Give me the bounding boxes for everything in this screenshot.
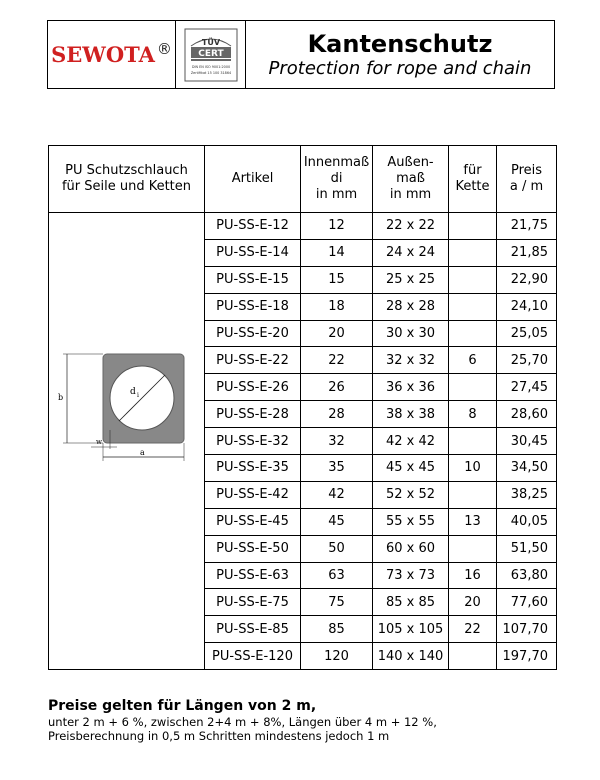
price-table <box>48 145 557 670</box>
cell-price: 107,70 <box>497 616 557 643</box>
cell-inner-size: 18 <box>301 293 373 320</box>
header-inner-size: Innenmaß di in mm <box>301 146 373 213</box>
svg-text:DIN EN ISO 9001:2000: DIN EN ISO 9001:2000 <box>191 64 230 69</box>
cell-article: PU-SS-E-28 <box>205 401 301 428</box>
cell-chain <box>449 293 497 320</box>
cell-chain: 10 <box>449 455 497 482</box>
page-title: Kantenschutz <box>307 29 493 58</box>
cell-outer-size: 45 x 45 <box>373 455 449 482</box>
cell-article: PU-SS-E-75 <box>205 589 301 616</box>
cell-outer-size: 73 x 73 <box>373 562 449 589</box>
dimension-w-label: w <box>95 438 102 447</box>
table-header-row <box>49 146 557 213</box>
cell-price: 24,10 <box>497 293 557 320</box>
cell-outer-size: 140 x 140 <box>373 643 449 670</box>
cert-cell <box>176 21 246 88</box>
cell-chain: 13 <box>449 508 497 535</box>
page-subtitle: Protection for rope and chain <box>268 57 532 79</box>
header-article: Artikel <box>205 146 301 213</box>
cell-price: 28,60 <box>497 401 557 428</box>
header-description: PU Schutzschlauch für Seile und Ketten <box>49 146 205 213</box>
profile-figure-cell <box>49 213 205 670</box>
cell-article: PU-SS-E-120 <box>205 643 301 670</box>
cell-article: PU-SS-E-85 <box>205 616 301 643</box>
cell-price: 25,70 <box>497 347 557 374</box>
cell-inner-size: 20 <box>301 320 373 347</box>
cell-inner-size: 42 <box>301 481 373 508</box>
profile-cross-section-diagram <box>50 218 204 660</box>
cell-inner-size: 26 <box>301 374 373 401</box>
cell-article: PU-SS-E-15 <box>205 266 301 293</box>
cell-outer-size: 52 x 52 <box>373 481 449 508</box>
cell-outer-size: 38 x 38 <box>373 401 449 428</box>
cell-article: PU-SS-E-32 <box>205 428 301 455</box>
cell-inner-size: 85 <box>301 616 373 643</box>
cell-article: PU-SS-E-45 <box>205 508 301 535</box>
cell-inner-size: 32 <box>301 428 373 455</box>
cell-inner-size: 35 <box>301 455 373 482</box>
footer-notes <box>48 697 568 743</box>
cell-chain: 16 <box>449 562 497 589</box>
cell-chain <box>449 643 497 670</box>
cell-chain: 20 <box>449 589 497 616</box>
dimension-b-label: b <box>57 393 63 403</box>
tuv-cert-seal <box>182 26 240 84</box>
header-box <box>47 20 555 89</box>
cell-price: 25,05 <box>497 320 557 347</box>
table-body <box>49 213 557 670</box>
footer-line-2: Preisberechnung in 0,5 m Schritten mindestens jedoch 1 m <box>48 729 390 743</box>
cell-inner-size: 50 <box>301 535 373 562</box>
cell-price: 34,50 <box>497 455 557 482</box>
cell-article: PU-SS-E-26 <box>205 374 301 401</box>
footer-line-1: unter 2 m + 6 %, zwischen 2+4 m + 8%, Längen über 4 m + 12 %, <box>48 715 437 729</box>
cell-chain <box>449 213 497 240</box>
cell-price: 40,05 <box>497 508 557 535</box>
cell-article: PU-SS-E-63 <box>205 562 301 589</box>
brand-logo: SEWOTA <box>51 42 155 67</box>
header-price: Preis a / m <box>497 146 557 213</box>
cell-outer-size: 24 x 24 <box>373 239 449 266</box>
header-chain: für Kette <box>449 146 497 213</box>
cell-price: 30,45 <box>497 428 557 455</box>
cell-price: 38,25 <box>497 481 557 508</box>
registered-mark: ® <box>156 39 172 58</box>
cell-price: 63,80 <box>497 562 557 589</box>
cell-outer-size: 32 x 32 <box>373 347 449 374</box>
cell-inner-size: 45 <box>301 508 373 535</box>
svg-text:Zertifikat 15 100 31864: Zertifikat 15 100 31864 <box>190 70 231 75</box>
footer-heading: Preise gelten für Längen von 2 m, <box>48 698 317 714</box>
cell-price: 22,90 <box>497 266 557 293</box>
logo-cell <box>48 21 176 88</box>
header-outer-size: Außen- maß in mm <box>373 146 449 213</box>
cell-article: PU-SS-E-35 <box>205 455 301 482</box>
cell-outer-size: 85 x 85 <box>373 589 449 616</box>
cell-chain <box>449 428 497 455</box>
cell-inner-size: 15 <box>301 266 373 293</box>
cell-article: PU-SS-E-14 <box>205 239 301 266</box>
cell-inner-size: 14 <box>301 239 373 266</box>
diameter-label-sub: i <box>136 392 139 400</box>
cell-article: PU-SS-E-12 <box>205 213 301 240</box>
cell-outer-size: 22 x 22 <box>373 213 449 240</box>
cell-chain <box>449 266 497 293</box>
cell-price: 21,85 <box>497 239 557 266</box>
cell-inner-size: 75 <box>301 589 373 616</box>
cell-chain: 22 <box>449 616 497 643</box>
cell-chain <box>449 535 497 562</box>
cell-outer-size: 36 x 36 <box>373 374 449 401</box>
cell-outer-size: 25 x 25 <box>373 266 449 293</box>
cell-inner-size: 22 <box>301 347 373 374</box>
cell-outer-size: 60 x 60 <box>373 535 449 562</box>
cell-inner-size: 120 <box>301 643 373 670</box>
cell-outer-size: 55 x 55 <box>373 508 449 535</box>
cell-chain <box>449 481 497 508</box>
dimension-a-label: a <box>139 448 145 458</box>
cell-chain <box>449 239 497 266</box>
table-row <box>49 213 557 240</box>
cell-outer-size: 28 x 28 <box>373 293 449 320</box>
cell-price: 77,60 <box>497 589 557 616</box>
cell-inner-size: 28 <box>301 401 373 428</box>
svg-text:CERT: CERT <box>197 48 224 59</box>
cell-chain: 6 <box>449 347 497 374</box>
cell-article: PU-SS-E-42 <box>205 481 301 508</box>
cell-article: PU-SS-E-20 <box>205 320 301 347</box>
cell-article: PU-SS-E-18 <box>205 293 301 320</box>
cell-article: PU-SS-E-22 <box>205 347 301 374</box>
cell-chain <box>449 374 497 401</box>
cell-price: 21,75 <box>497 213 557 240</box>
title-cell <box>246 21 554 88</box>
cell-chain <box>449 320 497 347</box>
cell-outer-size: 105 x 105 <box>373 616 449 643</box>
cell-price: 51,50 <box>497 535 557 562</box>
cell-outer-size: 30 x 30 <box>373 320 449 347</box>
cell-price: 27,45 <box>497 374 557 401</box>
cell-inner-size: 12 <box>301 213 373 240</box>
cell-outer-size: 42 x 42 <box>373 428 449 455</box>
svg-text:TÜV: TÜV <box>201 37 220 47</box>
cell-chain: 8 <box>449 401 497 428</box>
cell-article: PU-SS-E-50 <box>205 535 301 562</box>
cell-inner-size: 63 <box>301 562 373 589</box>
diameter-label: d <box>129 387 136 398</box>
cell-price: 197,70 <box>497 643 557 670</box>
